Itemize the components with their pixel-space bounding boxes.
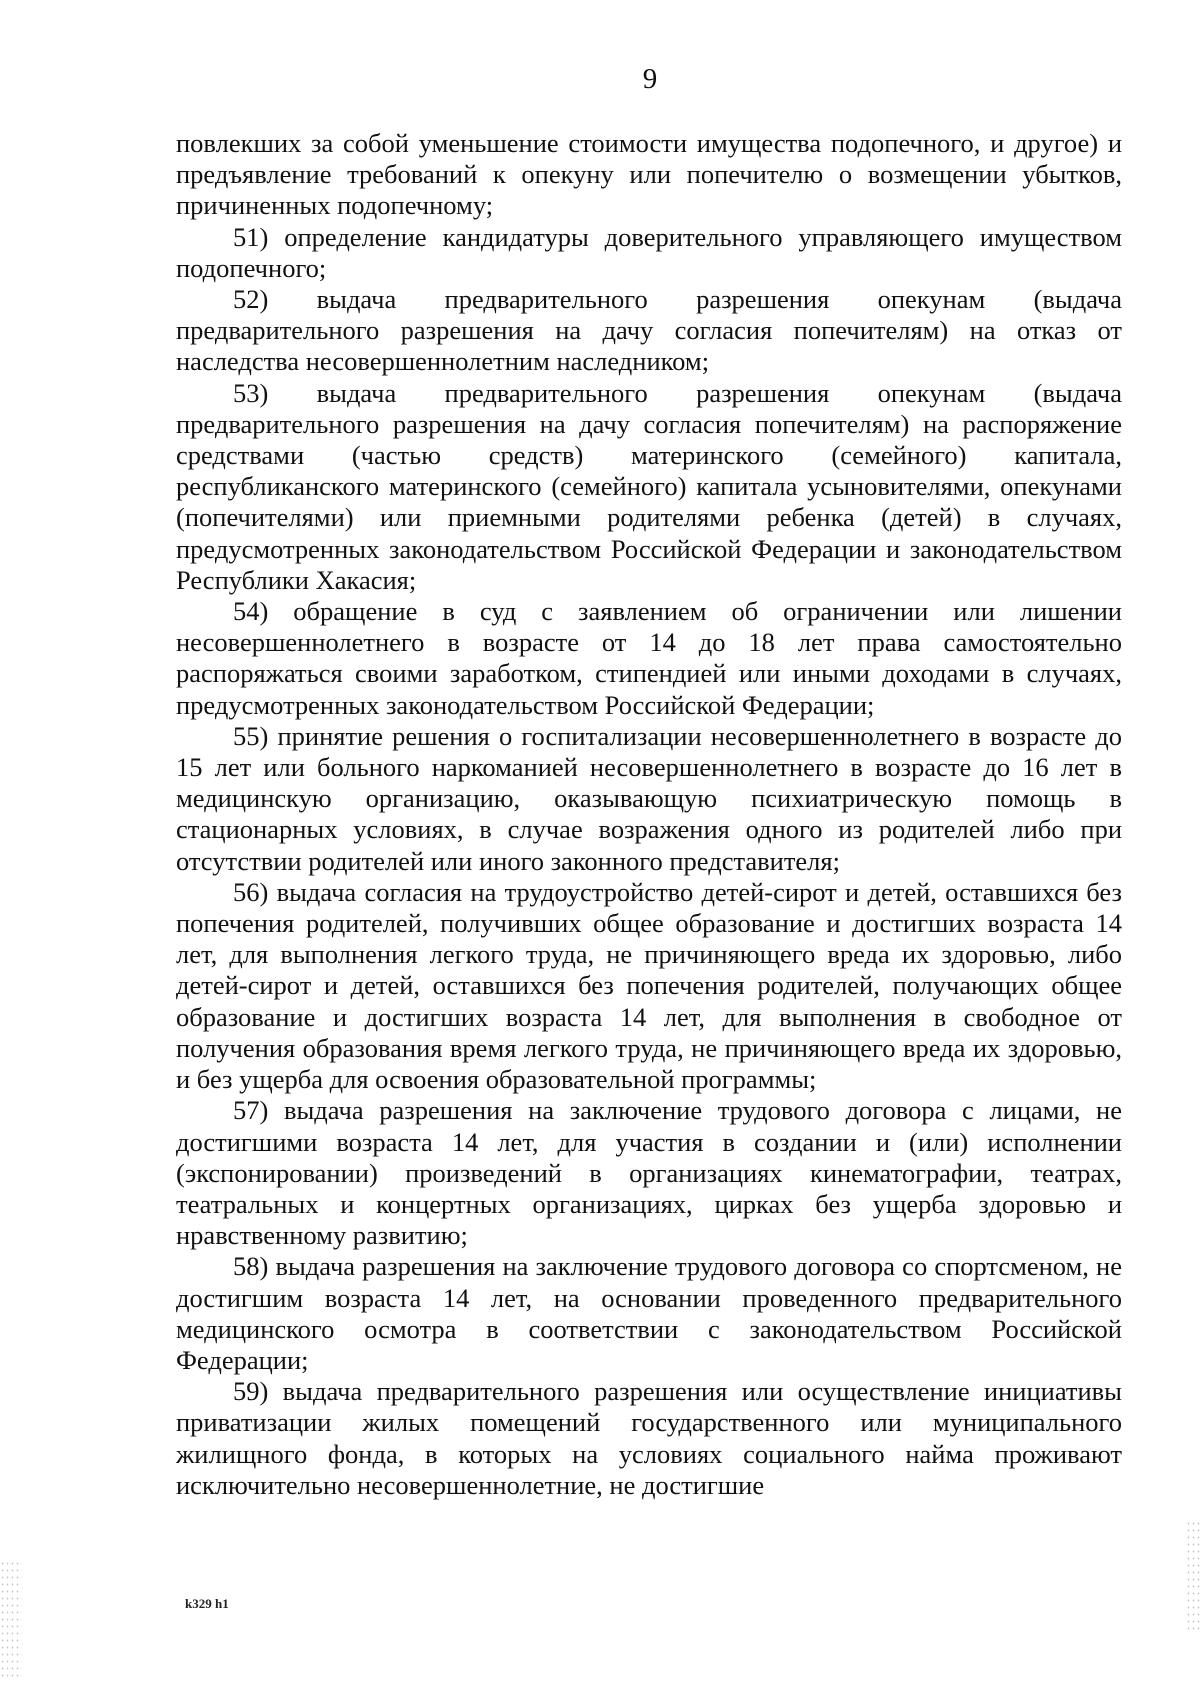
list-item-54: 54) обращение в суд с заявлением об ограничении или лишении несовершеннолетнего в возрасте от 14 до 18 лет права самостоятельно распоряжаться своими заработком, стипендией или иными доходами в случаях, предусмотренных законодательством Российской Федерации; bbox=[176, 596, 1122, 720]
list-item-58: 58) выдача разрешения на заключение трудового договора со спортсменом, не достигшим возраста 14 лет, на основании проведенного предварительного медицинского осмотра в соответствии с законодательством Российской Федерации; bbox=[176, 1251, 1122, 1375]
list-item-59: 59) выдача предварительного разрешения или осуществление инициативы приватизации жилых помещений государственного или муниципального жилищного фонда, в которых на условиях социального найма проживают исключительно несовершеннолетние, не достигшие bbox=[176, 1376, 1122, 1500]
list-item-56: 56) выдача согласия на трудоустройство детей-сирот и детей, оставшихся без попечения родителей, получивших общее образование и достигших возраста 14 лет, для выполнения легкого труда, не причиняющего вреда их здоровью, либо детей-сирот и детей, оставшихся без попечения родителей, получающих общее образование и достигших возраста 14 лет, для выполнения в свободное от получения образования время легкого труда, не причиняющего вреда их здоровью, и без ущерба для освоения образовательной программы; bbox=[176, 876, 1122, 1095]
scan-edge-noise-left bbox=[0, 1560, 22, 1680]
footer-document-code: k329 h1 bbox=[185, 1596, 229, 1611]
list-item-51: 51) определение кандидатуры доверительного управляющего имуществом подопечного; bbox=[176, 221, 1122, 283]
list-item-55: 55) принятие решения о госпитализации несовершеннолетнего в возрасте до 15 лет или больного наркоманией несовершеннолетнего в возрасте до 16 лет в медицинскую организацию, оказывающую психиатрическую помощь в стационарных условиях, в случае возражения одного из родителей либо при отсутствии родителей или иного законного представителя; bbox=[176, 720, 1122, 876]
scan-edge-noise-right bbox=[1186, 1520, 1200, 1630]
list-item-52: 52) выдача предварительного разрешения опекунам (выдача предварительного разрешения на дачу согласия попечителям) на отказ от наследства несовершеннолетним наследником; bbox=[176, 284, 1122, 377]
document-body bbox=[176, 128, 1122, 1501]
page-number: 9 bbox=[642, 63, 658, 95]
list-item-57: 57) выдача разрешения на заключение трудового договора с лицами, не достигшими возраста 14 лет, для участия в создании и (или) исполнении (экспонировании) произведений в организациях кинематографии, театрах, театральных и концертных организациях, цирках без ущерба здоровью и нравственному развитию; bbox=[176, 1095, 1122, 1251]
paragraph-continuation: повлекших за собой уменьшение стоимости имущества подопечного, и другое) и предъявление требований к опекуну или попечителю о возмещении убытков, причиненных подопечному; bbox=[176, 128, 1122, 221]
list-item-53: 53) выдача предварительного разрешения опекунам (выдача предварительного разрешения на дачу согласия попечителям) на распоряжение средствами (частью средств) материнского (семейного) капитала, республиканского материнского (семейного) капитала усыновителями, опекунами (попечителями) или приемными родителями ребенка (детей) в случаях, предусмотренных законодательством Российской Федерации и законодательством Республики Хакасия; bbox=[176, 377, 1122, 595]
